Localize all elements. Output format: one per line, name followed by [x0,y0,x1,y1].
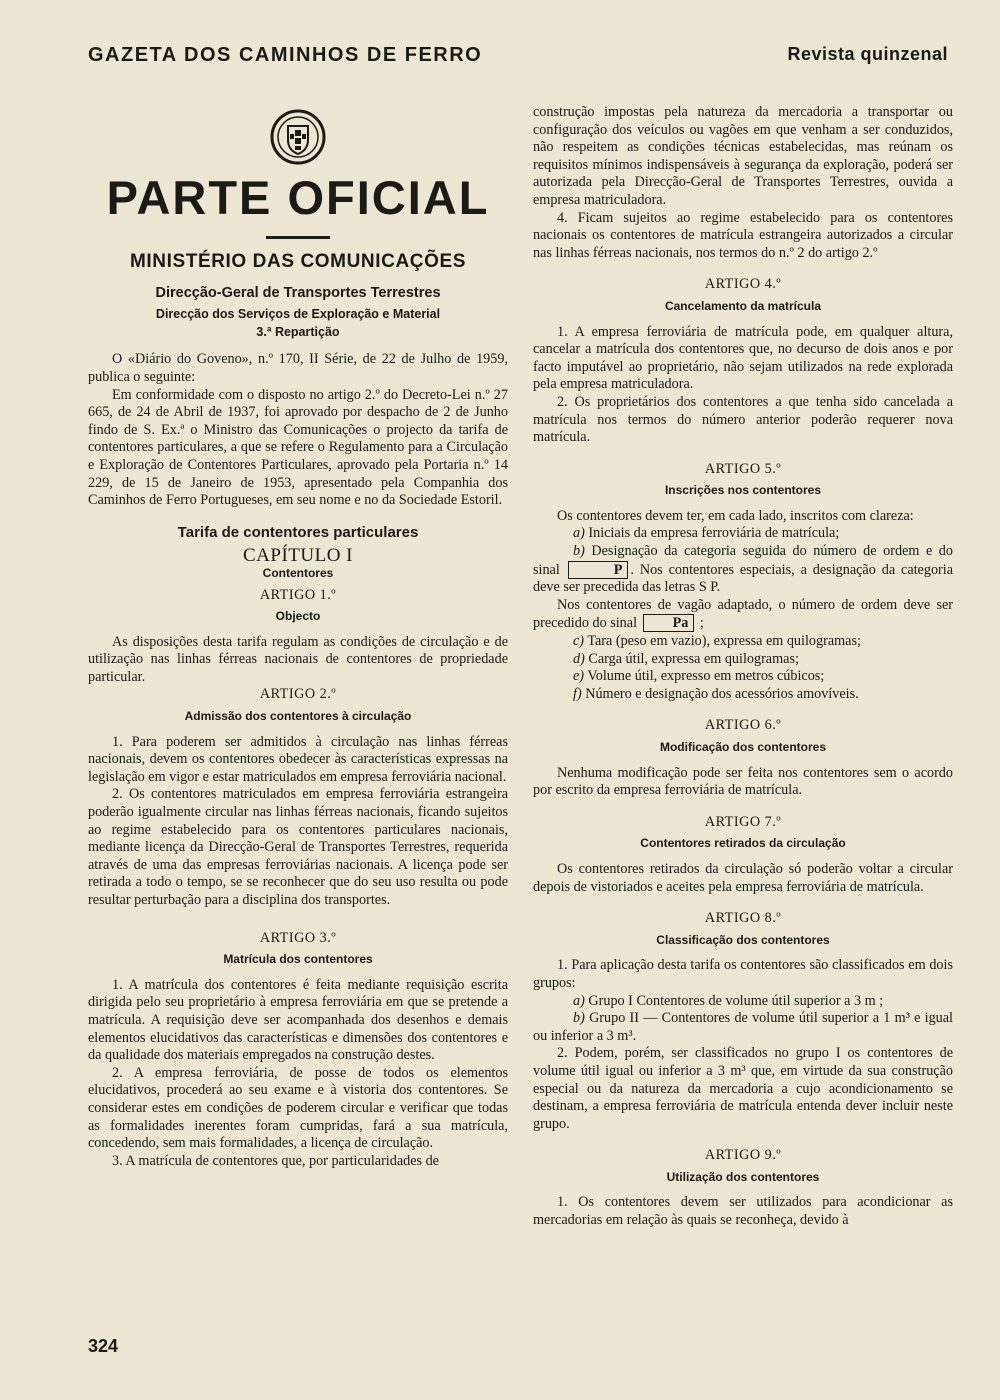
list-item: c) Tara (peso em vazio), expressa em quilogramas; [573,633,861,650]
list-item: f) Número e designação dos acessórios amovíveis. [573,685,859,702]
article-paragraph: 2. Podem, porém, ser classificados no grupo I os contentores de volume útil igual ou inferior a 3 m³ que, em virtude da sua construção especial ou da natureza da mercadoria a cujo acondicionamento se destinam, a empresa ferroviária de matrícula entenda dever incluir neste grupo. [533,1045,953,1132]
chapter-subtitle: Contentores [262,565,334,580]
list-item: b) Designação da categoria seguida do número de ordem e do sinal P . Nos contentores especiais, a designação da categoria deve ser precedida das letras S P. [533,543,954,596]
article-2-label: ARTIGO 2.º [259,686,337,703]
article-paragraph: 4. Ficam sujeitos ao regime estabelecido para os contentores nacionais os contentores de matrícula estrangeira autorizados a circular nas linhas férreas nacionais, nos termos do n.º 2 do artigo 2.º [533,209,953,261]
article-4-title: Cancelamento da matrícula [664,298,822,313]
article-paragraph: 1. Os contentores devem ser utilizados para acondicionar as mercadorias em relação às quais se reconheça, devido à [533,1194,953,1229]
article-5-label: ARTIGO 5.º [704,460,782,477]
tariff-title: Tarifa de contentores particulares [177,523,419,541]
article-paragraph: 1. Para aplicação desta tarifa os contentores são classificados em dois grupos: [533,957,953,991]
article-paragraph: Nenhuma modificação pode ser feita nos contentores sem o acordo por escrito da empresa ferroviária de matrícula. [533,764,953,799]
article-3-title: Matrícula dos contentores [223,952,373,967]
article-7-label: ARTIGO 7.º [704,813,782,830]
article-6-title: Modificação dos contentores [659,740,827,754]
sub-department-heading: Direcção dos Serviços de Exploração e Material [155,307,441,322]
sign-p-box: P [568,561,629,579]
article-paragraph: Nos contentores de vagão adaptado, o número de ordem deve ser precedido do sinal Pa ; [533,596,953,632]
article-paragraph: Os contentores devem ter, em cada lado, inscritos com clareza: [557,507,914,524]
article-paragraph: 1. Para poderem ser admitidos à circulação nas linhas férreas nacionais, devem os contentores obedecer às características expressas na legislação em vigor e estar matriculados em empresa ferroviária nacional. [88,733,508,785]
intro-paragraph: O «Diário do Goveno», n.º 170, II Série, de 22 de Julho de 1959, publica o seguinte: [88,351,508,385]
article-4-label: ARTIGO 4.º [704,276,782,293]
repartition-heading: 3.ª Repartição [256,324,340,339]
article-9-label: ARTIGO 9.º [704,1147,782,1164]
article-paragraph: 1. A matrícula dos contentores é feita mediante requisição escrita dirigida pelo seu proprietário à empresa ferroviária em que se pretende a matrícula. A requisição deve ser acompanhada dos desenhos e demais elementos elucidativos das características e dimensões dos contentores e da qualidade dos materiais empregados na construção destes. [88,976,508,1064]
list-item: d) Carga útil, expressa em quilogramas; [573,650,799,667]
article-paragraph: Os contentores retirados da circulação só poderão voltar a circular depois de vistoriados e aceites pela empresa ferroviária de matrícula. [533,860,953,895]
title-rule [266,236,330,239]
article-6-label: ARTIGO 6.º [704,717,782,734]
article-paragraph: 2. Os proprietários dos contentores a que tenha sido cancelada a matrícula nos termos do número anterior poderão requerer nova matrícula. [533,393,953,446]
article-8-label: ARTIGO 8.º [704,910,782,927]
article-paragraph: 1. A empresa ferroviária de matrícula pode, em qualquer altura, cancelar a matrícula dos contentores que, no decurso de dois anos e por facto imputável ao proprietário, não sejam utilizados na rede explorada pela empresa matriculadora. [533,323,953,393]
list-item: e) Volume útil, expresso em metros cúbicos; [573,668,825,685]
article-paragraph: construção impostas pela natureza da mercadoria a transportar ou configuração dos veículos ou vagões em que venham a ser conduzidos, não respeitem as condições técnicas estabelecidas, mas reúnam os requisitos mínimos indispensáveis à segurança da exploração, poderá ser autorizada pela Direcção-Geral de Transportes Terrestres, ouvida a empresa matriculadora. [533,104,953,208]
running-head [88,44,948,74]
article-1-title: Objecto [275,609,321,624]
list-item: a) Grupo I Contentores de volume útil superior a 3 m ; [573,992,884,1009]
article-8-title: Classificação dos contentores [656,932,830,947]
article-paragraph: 2. A empresa ferroviária, de posse de todos os elementos elucidativos, procederá ao seu exame e à vistoria dos contentores. Se considerar estes em condições de poderem circular e verificar que todas as formalidades inerentes foram cumpridas, fará a sua matrícula, concedendo, sem mais formalidades, a licença de circulação. [88,1064,508,1152]
article-7-title: Contentores retirados da circulação [640,836,846,851]
article-paragraph: As disposições desta tarifa regulam as condições de circulação e de utilização nas linhas férreas nacionais de contentores de propriedade particular. [88,633,508,685]
article-1-label: ARTIGO 1.º [259,586,337,603]
intro-paragraph: Em conformidade com o disposto no artigo 2.º do Decreto-Lei n.º 27 665, de 24 de Abril de 1937, foi aprovado por despacho de 2 de Junho findo de S. Ex.ª o Ministro das Comunicações o projecto da tarifa de contentores particulares, a que se refere o Regulamento para a Circulação e Exploração de Contentores Particulares, aprovado pela Portaria n.º 14 229, de 15 de Janeiro de 1953, apresentado pela Companhia dos Caminhos de Ferro Portugueses, em seu nome e no da Sociedade Estoril. [88,386,508,509]
journal-frequency: Revista quinzenal [787,44,948,64]
department-heading: Direcção-Geral de Transportes Terrestres [155,284,441,301]
article-2-title: Admissão dos contentores à circulação [184,709,412,724]
article-3-label: ARTIGO 3.º [259,929,337,946]
section-title: PARTE OFICIAL [106,171,490,224]
chapter-heading: CAPÍTULO I [242,545,354,567]
ministry-heading: MINISTÉRIO DAS COMUNICAÇÕES [129,251,467,272]
article-9-title: Utilização dos contentores [666,1169,820,1184]
article-paragraph: 2. Os contentores matriculados em empresa ferroviária estrangeira poderão igualmente circular nas linhas férreas nacionais, ficando sujeitos ao regime estabelecido para os contentores particulares nacionais, mediante licença da Direcção-Geral de Transportes Terrestres, requerida através de uma das empresas ferroviárias nacionais. A licença pode ser retirada a todo o tempo, se se reconhecer que do seu uso resulta ou pode resultar perturbação para a disciplina dos transportes. [88,786,508,908]
left-column [88,96,508,1170]
coat-of-arms-icon [88,108,508,166]
right-column [533,104,953,1230]
list-item: a) Iniciais da empresa ferroviária de matrícula; [573,525,840,542]
list-item: b) Grupo II — Contentores de volume útil superior a 1 m³ e igual ou inferior a 3 m³. [533,1010,953,1044]
journal-title: GAZETA DOS CAMINHOS DE FERRO [88,44,483,66]
page-number: 324 [88,1336,119,1356]
sign-pa-box: Pa [643,614,695,632]
article-paragraph: 3. A matrícula de contentores que, por particularidades de [112,1152,439,1169]
article-5-title: Inscrições nos contentores [664,483,822,498]
